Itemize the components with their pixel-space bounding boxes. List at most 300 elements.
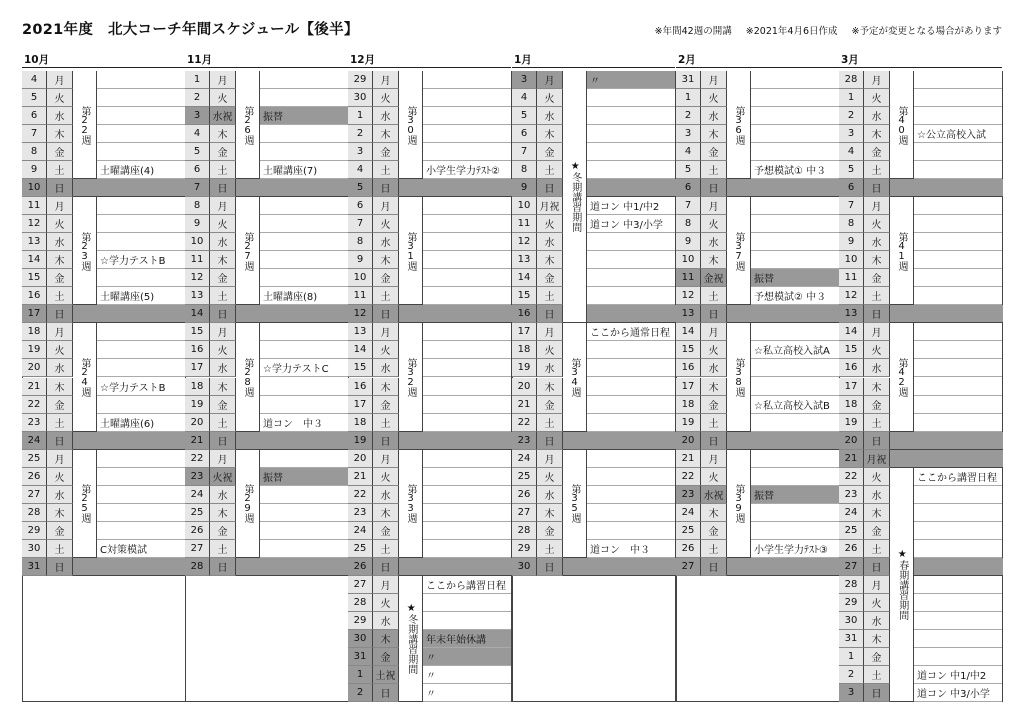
event-cell[interactable] bbox=[97, 215, 185, 233]
weekday: 土 bbox=[701, 161, 727, 179]
event-cell[interactable]: 〃 bbox=[423, 684, 511, 702]
event-cell[interactable] bbox=[423, 450, 511, 468]
day-number: 15 bbox=[22, 269, 47, 287]
day-number: 11 bbox=[512, 215, 537, 233]
event-cell[interactable]: 土曜講座(6) bbox=[97, 414, 185, 432]
event-cell[interactable] bbox=[260, 486, 348, 504]
event-cell[interactable] bbox=[587, 251, 675, 269]
weekday: 火 bbox=[701, 468, 727, 486]
weekday: 月 bbox=[537, 71, 563, 89]
day-number: 18 bbox=[22, 323, 47, 341]
event-cell[interactable]: 予想模試① 中３ bbox=[751, 161, 839, 179]
day-number: 31 bbox=[348, 648, 373, 666]
event-cell[interactable] bbox=[914, 359, 1002, 377]
event-cell[interactable] bbox=[751, 323, 839, 341]
day-number: 1 bbox=[839, 89, 864, 107]
weekday: 金 bbox=[537, 269, 563, 287]
event-cell[interactable] bbox=[97, 107, 185, 125]
event-cell[interactable]: 小学生学力ﾃｽﾄ③ bbox=[751, 540, 839, 558]
event-cell[interactable] bbox=[97, 522, 185, 540]
empty-area bbox=[23, 577, 185, 701]
weekday: 月 bbox=[864, 71, 890, 89]
day-number: 18 bbox=[185, 378, 210, 396]
event-cell[interactable]: 道コン 中1/中2 bbox=[914, 666, 1002, 684]
day-number: 18 bbox=[839, 396, 864, 414]
event-cell[interactable] bbox=[587, 233, 675, 251]
month-rule bbox=[348, 67, 511, 68]
weekday: 土 bbox=[701, 414, 727, 432]
event-cell[interactable]: 土曜講座(5) bbox=[97, 287, 185, 305]
day-number: 6 bbox=[348, 197, 373, 215]
weekday: 火 bbox=[373, 89, 399, 107]
event-cell[interactable] bbox=[423, 107, 511, 125]
event-cell[interactable] bbox=[751, 143, 839, 161]
weekday: 日 bbox=[373, 305, 399, 323]
day-number: 12 bbox=[348, 305, 373, 323]
weekday: 火祝 bbox=[210, 468, 236, 486]
event-cell[interactable] bbox=[97, 89, 185, 107]
event-cell[interactable] bbox=[423, 197, 511, 215]
day-number: 8 bbox=[839, 215, 864, 233]
event-cell[interactable] bbox=[914, 576, 1002, 594]
weekday: 日 bbox=[210, 305, 236, 323]
event-cell[interactable] bbox=[914, 378, 1002, 396]
day-number: 28 bbox=[185, 558, 210, 576]
weekday: 日 bbox=[864, 558, 890, 576]
event-cell[interactable] bbox=[587, 378, 675, 396]
event-cell[interactable] bbox=[587, 143, 675, 161]
day-number: 16 bbox=[676, 359, 701, 377]
event-cell[interactable]: 振替 bbox=[260, 468, 348, 486]
event-cell[interactable] bbox=[97, 125, 185, 143]
event-cell[interactable] bbox=[97, 197, 185, 215]
day-number: 19 bbox=[512, 359, 537, 377]
day-number: 14 bbox=[348, 341, 373, 359]
event-cell[interactable] bbox=[423, 269, 511, 287]
event-cell[interactable] bbox=[751, 89, 839, 107]
event-cell[interactable] bbox=[97, 233, 185, 251]
day-number: 30 bbox=[22, 540, 47, 558]
day-number: 6 bbox=[839, 179, 864, 197]
event-cell[interactable] bbox=[260, 450, 348, 468]
event-cell[interactable] bbox=[260, 197, 348, 215]
event-cell[interactable] bbox=[751, 414, 839, 432]
event-cell[interactable] bbox=[260, 269, 348, 287]
event-cell[interactable]: ☆私立高校入試B bbox=[751, 396, 839, 414]
event-cell[interactable] bbox=[423, 359, 511, 377]
event-cell[interactable] bbox=[97, 143, 185, 161]
event-cell[interactable] bbox=[423, 233, 511, 251]
event-cell[interactable] bbox=[914, 197, 1002, 215]
event-cell[interactable] bbox=[97, 341, 185, 359]
event-cell[interactable] bbox=[751, 522, 839, 540]
event-cell[interactable] bbox=[260, 323, 348, 341]
event-cell[interactable] bbox=[423, 504, 511, 522]
event-cell[interactable] bbox=[260, 540, 348, 558]
weekday: 金 bbox=[373, 396, 399, 414]
event-cell[interactable] bbox=[914, 233, 1002, 251]
event-cell[interactable]: ここから講習日程 bbox=[914, 468, 1002, 486]
event-cell[interactable]: ☆学力テストB bbox=[97, 251, 185, 269]
event-cell[interactable]: 振替 bbox=[260, 107, 348, 125]
event-cell[interactable]: 土曜講座(4) bbox=[97, 161, 185, 179]
weekday: 金 bbox=[537, 143, 563, 161]
weekday: 火 bbox=[537, 468, 563, 486]
event-cell[interactable] bbox=[97, 504, 185, 522]
day-number: 25 bbox=[22, 450, 47, 468]
day-number: 11 bbox=[348, 287, 373, 305]
day-number: 8 bbox=[676, 215, 701, 233]
day-number: 25 bbox=[676, 522, 701, 540]
day-number: 21 bbox=[22, 378, 47, 396]
event-cell[interactable] bbox=[260, 143, 348, 161]
event-cell[interactable] bbox=[914, 89, 1002, 107]
weekday: 土 bbox=[373, 161, 399, 179]
weekday: 木 bbox=[701, 378, 727, 396]
weekday: 月 bbox=[373, 197, 399, 215]
weekday: 月 bbox=[701, 197, 727, 215]
event-cell[interactable] bbox=[751, 197, 839, 215]
weekday: 月 bbox=[864, 576, 890, 594]
weekday: 木 bbox=[210, 125, 236, 143]
event-cell[interactable] bbox=[587, 450, 675, 468]
weekday: 木 bbox=[210, 378, 236, 396]
event-cell[interactable] bbox=[260, 341, 348, 359]
day-number: 3 bbox=[348, 143, 373, 161]
event-cell[interactable] bbox=[914, 504, 1002, 522]
weekday: 木 bbox=[537, 251, 563, 269]
event-cell[interactable] bbox=[914, 287, 1002, 305]
event-cell[interactable] bbox=[587, 161, 675, 179]
weekday: 月 bbox=[701, 71, 727, 89]
event-cell[interactable] bbox=[587, 486, 675, 504]
day-number: 19 bbox=[22, 341, 47, 359]
event-cell[interactable] bbox=[423, 468, 511, 486]
weekday: 木 bbox=[373, 125, 399, 143]
event-cell[interactable] bbox=[587, 504, 675, 522]
day-number: 30 bbox=[348, 630, 373, 648]
event-cell[interactable]: ☆学力テストC bbox=[260, 359, 348, 377]
event-cell[interactable] bbox=[914, 414, 1002, 432]
day-number: 5 bbox=[348, 179, 373, 197]
day-number: 19 bbox=[676, 414, 701, 432]
event-cell[interactable] bbox=[423, 89, 511, 107]
weekday: 火 bbox=[47, 468, 73, 486]
event-cell[interactable] bbox=[914, 594, 1002, 612]
event-cell[interactable] bbox=[260, 522, 348, 540]
event-cell[interactable] bbox=[423, 612, 511, 630]
weekday: 火 bbox=[47, 89, 73, 107]
weekday: 土 bbox=[373, 540, 399, 558]
event-cell[interactable]: 道コン 中3/小学 bbox=[914, 684, 1002, 702]
day-number: 31 bbox=[676, 71, 701, 89]
event-cell[interactable] bbox=[97, 450, 185, 468]
day-number: 26 bbox=[512, 486, 537, 504]
event-cell[interactable] bbox=[97, 323, 185, 341]
month-header: 2月 bbox=[678, 54, 696, 66]
week-label: 第38週 bbox=[727, 323, 751, 431]
event-cell[interactable]: 小学生学力ﾃｽﾄ② bbox=[423, 161, 511, 179]
event-cell[interactable]: 振替 bbox=[751, 269, 839, 287]
event-cell[interactable]: ☆私立高校入試A bbox=[751, 341, 839, 359]
event-cell[interactable]: 振替 bbox=[751, 486, 839, 504]
day-number: 27 bbox=[839, 558, 864, 576]
event-cell[interactable] bbox=[423, 594, 511, 612]
event-cell[interactable] bbox=[914, 269, 1002, 287]
day-number: 23 bbox=[22, 414, 47, 432]
event-cell[interactable] bbox=[423, 378, 511, 396]
week-label: 第35週 bbox=[563, 450, 587, 558]
event-cell[interactable] bbox=[260, 125, 348, 143]
day-number: 16 bbox=[348, 378, 373, 396]
event-cell[interactable] bbox=[260, 396, 348, 414]
event-cell[interactable]: 〃 bbox=[587, 71, 675, 89]
weekday: 金 bbox=[864, 143, 890, 161]
event-cell[interactable] bbox=[914, 540, 1002, 558]
day-number: 10 bbox=[676, 251, 701, 269]
weekday: 土 bbox=[373, 287, 399, 305]
event-cell[interactable] bbox=[423, 215, 511, 233]
month-header: 1月 bbox=[514, 54, 532, 66]
event-cell[interactable]: ☆公立高校入試 bbox=[914, 125, 1002, 143]
event-cell[interactable]: 道コン 中３ bbox=[587, 540, 675, 558]
weekday: 金 bbox=[701, 396, 727, 414]
event-cell[interactable] bbox=[587, 107, 675, 125]
event-cell[interactable]: 〃 bbox=[423, 648, 511, 666]
event-cell[interactable] bbox=[587, 414, 675, 432]
event-cell[interactable] bbox=[97, 359, 185, 377]
day-number: 25 bbox=[512, 468, 537, 486]
weekday: 水 bbox=[210, 233, 236, 251]
event-cell[interactable] bbox=[587, 468, 675, 486]
event-cell[interactable] bbox=[587, 269, 675, 287]
weekday: 日 bbox=[864, 179, 890, 197]
weekday: 水 bbox=[864, 233, 890, 251]
week-label: 第36週 bbox=[727, 71, 751, 179]
day-number: 26 bbox=[22, 468, 47, 486]
event-cell[interactable] bbox=[587, 396, 675, 414]
day-number: 27 bbox=[185, 540, 210, 558]
week-label: 第41週 bbox=[890, 197, 914, 305]
weekday: 日 bbox=[537, 432, 563, 450]
event-cell[interactable]: 道コン 中3/小学 bbox=[587, 215, 675, 233]
event-cell[interactable] bbox=[914, 630, 1002, 648]
event-cell[interactable] bbox=[260, 251, 348, 269]
weekday: 火 bbox=[373, 468, 399, 486]
event-cell[interactable]: 〃 bbox=[423, 666, 511, 684]
day-number: 27 bbox=[512, 504, 537, 522]
event-cell[interactable] bbox=[751, 378, 839, 396]
weekday: 日 bbox=[47, 432, 73, 450]
event-cell[interactable] bbox=[260, 89, 348, 107]
day-number: 7 bbox=[348, 215, 373, 233]
weekday: 金 bbox=[373, 522, 399, 540]
day-number: 23 bbox=[676, 486, 701, 504]
event-cell[interactable] bbox=[914, 107, 1002, 125]
event-cell[interactable]: C対策模試 bbox=[97, 540, 185, 558]
weekday: 火 bbox=[537, 89, 563, 107]
weekday: 水 bbox=[373, 612, 399, 630]
weekday: 日 bbox=[701, 432, 727, 450]
weekday: 水 bbox=[47, 233, 73, 251]
day-number: 7 bbox=[839, 197, 864, 215]
event-cell[interactable] bbox=[587, 287, 675, 305]
weekday: 水 bbox=[373, 359, 399, 377]
event-cell[interactable] bbox=[751, 125, 839, 143]
event-cell[interactable] bbox=[260, 233, 348, 251]
day-number: 28 bbox=[512, 522, 537, 540]
day-number: 29 bbox=[22, 522, 47, 540]
day-number: 21 bbox=[348, 468, 373, 486]
day-number: 9 bbox=[348, 251, 373, 269]
weekday: 金 bbox=[701, 522, 727, 540]
event-cell[interactable] bbox=[914, 143, 1002, 161]
weekday: 火 bbox=[373, 215, 399, 233]
event-cell[interactable]: 道コン 中３ bbox=[260, 414, 348, 432]
day-number: 24 bbox=[348, 522, 373, 540]
day-number: 13 bbox=[512, 251, 537, 269]
event-cell[interactable] bbox=[751, 450, 839, 468]
weekday: 金 bbox=[210, 522, 236, 540]
event-cell[interactable] bbox=[97, 468, 185, 486]
event-cell[interactable] bbox=[914, 161, 1002, 179]
weekday: 月 bbox=[701, 450, 727, 468]
event-cell[interactable]: 年末年始休講 bbox=[423, 630, 511, 648]
day-number: 4 bbox=[185, 125, 210, 143]
day-number: 29 bbox=[348, 612, 373, 630]
day-number: 5 bbox=[512, 107, 537, 125]
day-number: 13 bbox=[22, 233, 47, 251]
event-cell[interactable] bbox=[97, 269, 185, 287]
month-header: 12月 bbox=[350, 54, 376, 66]
weekday: 水 bbox=[373, 233, 399, 251]
event-cell[interactable] bbox=[587, 125, 675, 143]
day-number: 16 bbox=[185, 341, 210, 359]
event-cell[interactable] bbox=[587, 341, 675, 359]
event-cell[interactable] bbox=[260, 504, 348, 522]
event-cell[interactable] bbox=[423, 522, 511, 540]
event-cell[interactable] bbox=[423, 143, 511, 161]
month-rule bbox=[839, 67, 1002, 68]
event-cell[interactable] bbox=[914, 612, 1002, 630]
event-cell[interactable] bbox=[914, 486, 1002, 504]
event-cell[interactable] bbox=[423, 486, 511, 504]
event-cell[interactable]: 土曜講座(7) bbox=[260, 161, 348, 179]
event-cell[interactable] bbox=[751, 251, 839, 269]
event-cell[interactable] bbox=[97, 486, 185, 504]
empty-area bbox=[186, 577, 348, 701]
event-cell[interactable] bbox=[97, 396, 185, 414]
weekday: 月 bbox=[47, 71, 73, 89]
day-number: 28 bbox=[22, 504, 47, 522]
event-cell[interactable] bbox=[423, 125, 511, 143]
event-cell[interactable]: 道コン 中1/中2 bbox=[587, 197, 675, 215]
day-number: 24 bbox=[512, 450, 537, 468]
day-number: 29 bbox=[839, 594, 864, 612]
day-number: 14 bbox=[185, 305, 210, 323]
event-cell[interactable] bbox=[587, 89, 675, 107]
weekday: 土 bbox=[47, 287, 73, 305]
course-period: ★春期講習期間 bbox=[890, 468, 914, 702]
day-number: 11 bbox=[185, 251, 210, 269]
weekday: 木 bbox=[47, 251, 73, 269]
weekday: 日 bbox=[373, 179, 399, 197]
weekday: 木 bbox=[210, 504, 236, 522]
weekday: 日 bbox=[210, 432, 236, 450]
weekday: 火 bbox=[864, 468, 890, 486]
weekday: 月 bbox=[47, 197, 73, 215]
event-cell[interactable] bbox=[914, 251, 1002, 269]
event-cell[interactable] bbox=[914, 648, 1002, 666]
event-cell[interactable] bbox=[423, 396, 511, 414]
day-number: 11 bbox=[22, 197, 47, 215]
day-number: 20 bbox=[676, 432, 701, 450]
event-cell[interactable] bbox=[914, 341, 1002, 359]
event-cell[interactable] bbox=[751, 107, 839, 125]
weekday: 火 bbox=[373, 341, 399, 359]
weekday: 火 bbox=[864, 594, 890, 612]
event-cell[interactable] bbox=[914, 215, 1002, 233]
weekday: 金 bbox=[864, 522, 890, 540]
event-cell[interactable] bbox=[423, 323, 511, 341]
event-cell[interactable] bbox=[260, 71, 348, 89]
event-cell[interactable]: ☆学力テストB bbox=[97, 378, 185, 396]
event-cell[interactable] bbox=[423, 341, 511, 359]
event-cell[interactable] bbox=[423, 251, 511, 269]
event-cell[interactable] bbox=[423, 414, 511, 432]
event-cell[interactable] bbox=[914, 323, 1002, 341]
event-cell[interactable] bbox=[751, 359, 839, 377]
event-cell[interactable] bbox=[97, 71, 185, 89]
day-number: 12 bbox=[22, 215, 47, 233]
event-cell[interactable] bbox=[751, 215, 839, 233]
weekday: 水 bbox=[47, 107, 73, 125]
weekday: 水祝 bbox=[210, 107, 236, 125]
day-number: 17 bbox=[839, 378, 864, 396]
event-cell[interactable]: 予想模試② 中３ bbox=[751, 287, 839, 305]
day-number: 3 bbox=[512, 71, 537, 89]
event-cell[interactable] bbox=[914, 396, 1002, 414]
weekday: 木 bbox=[210, 251, 236, 269]
event-cell[interactable] bbox=[751, 504, 839, 522]
event-cell[interactable] bbox=[914, 522, 1002, 540]
event-cell[interactable] bbox=[423, 71, 511, 89]
event-cell[interactable] bbox=[260, 215, 348, 233]
event-cell[interactable] bbox=[751, 233, 839, 251]
event-cell[interactable] bbox=[260, 378, 348, 396]
event-cell[interactable]: ここから講習日程 bbox=[423, 576, 511, 594]
day-number: 17 bbox=[676, 378, 701, 396]
event-cell[interactable]: ここから通常日程 bbox=[587, 323, 675, 341]
day-number: 17 bbox=[348, 396, 373, 414]
day-number: 18 bbox=[348, 414, 373, 432]
event-cell[interactable] bbox=[587, 359, 675, 377]
weekday: 木 bbox=[537, 504, 563, 522]
weekday: 土 bbox=[864, 666, 890, 684]
event-cell[interactable] bbox=[587, 522, 675, 540]
event-cell[interactable] bbox=[751, 71, 839, 89]
event-cell[interactable] bbox=[914, 71, 1002, 89]
day-number: 19 bbox=[348, 432, 373, 450]
event-cell[interactable] bbox=[423, 540, 511, 558]
event-cell[interactable]: 土曜講座(8) bbox=[260, 287, 348, 305]
weekday: 土 bbox=[701, 540, 727, 558]
day-number: 27 bbox=[676, 558, 701, 576]
event-cell[interactable] bbox=[751, 468, 839, 486]
weekday: 木 bbox=[373, 630, 399, 648]
event-cell[interactable] bbox=[423, 287, 511, 305]
weekday: 金 bbox=[537, 522, 563, 540]
